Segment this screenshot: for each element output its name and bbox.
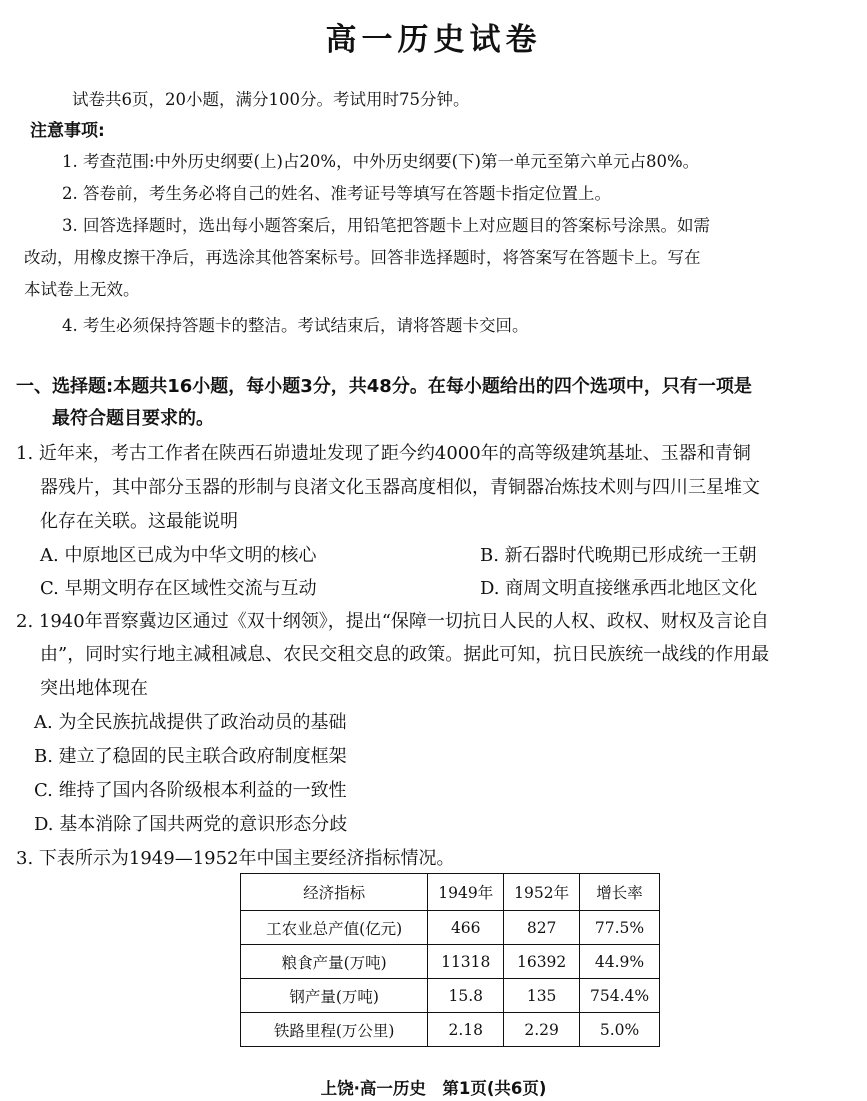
table-cell: 工农业总产值(亿元) — [241, 911, 428, 945]
section-heading-line-1: 一、选择题:本题共16小题，每小题3分，共48分。在每小题给出的四个选项中，只有一项是 — [16, 376, 752, 397]
question-2-option-d: D. 基本消除了国共两党的意识形态分歧 — [34, 814, 348, 835]
table-cell: 2.18 — [428, 1013, 504, 1047]
question-2-option-a: A. 为全民族抗战提供了政治动员的基础 — [34, 712, 347, 733]
question-3-stem: 3. 下表所示为1949—1952年中国主要经济指标情况。 — [16, 848, 455, 869]
table-row — [241, 911, 660, 945]
table-cell: 粮食产量(万吨) — [241, 945, 428, 979]
table-cell: 754.4% — [580, 979, 660, 1013]
notice-item-3-line-1: 3. 回答选择题时，选出每小题答案后，用铅笔把答题卡上对应题目的答案标号涂黑。如需 — [62, 216, 710, 235]
notice-item-3-line-2: 改动，用橡皮擦干净后，再选涂其他答案标号。回答非选择题时，将答案写在答题卡上。写在 — [24, 248, 701, 267]
exam-intro: 试卷共6页，20小题，满分100分。考试用时75分钟。 — [72, 90, 470, 109]
question-1-stem-line-2: 器残片，其中部分玉器的形制与良渚文化玉器高度相似，青铜器冶炼技术则与四川三星堆文 — [40, 477, 760, 498]
question-2-option-c: C. 维持了国内各阶级根本利益的一致性 — [34, 780, 347, 801]
table-cell: 5.0% — [580, 1013, 660, 1047]
question-1-option-d: D. 商周文明直接继承西北地区文化 — [480, 578, 758, 599]
notice-item-4: 4. 考生必须保持答题卡的整洁。考试结束后，请将答题卡交回。 — [62, 316, 529, 335]
table-cell: 16392 — [504, 945, 580, 979]
table-cell: 15.8 — [428, 979, 504, 1013]
section-heading-line-2: 最符合题目要求的。 — [52, 408, 214, 429]
table-header-cell: 增长率 — [580, 874, 660, 911]
notice-item-2: 2. 答卷前，考生务必将自己的姓名、准考证号等填写在答题卡指定位置上。 — [62, 184, 611, 203]
notice-item-3-line-3: 本试卷上无效。 — [24, 280, 140, 299]
table-header-cell: 1949年 — [428, 874, 504, 911]
table-cell: 77.5% — [580, 911, 660, 945]
notice-item-1: 1. 考查范围:中外历史纲要(上)占20%，中外历史纲要(下)第一单元至第六单元占80%。 — [62, 152, 700, 171]
table-header-row — [241, 874, 660, 911]
table-cell: 44.9% — [580, 945, 660, 979]
question-1-stem-line-1: 1. 近年来，考古工作者在陕西石峁遗址发现了距今约4000年的高等级建筑基址、玉器和青铜 — [16, 443, 751, 464]
table-cell: 钢产量(万吨) — [241, 979, 428, 1013]
question-1-option-a: A. 中原地区已成为中华文明的核心 — [40, 545, 317, 566]
table-row — [241, 1013, 660, 1047]
exam-title: 高一历史试卷 — [325, 22, 542, 58]
page-footer: 上饶·高一历史 第1页(共6页) — [320, 1079, 547, 1098]
question-2-stem-line-3: 突出地体现在 — [40, 678, 148, 699]
question-2-stem-line-2: 由”，同时实行地主减租减息、农民交租交息的政策。据此可知，抗日民族统一战线的作用最 — [40, 644, 770, 665]
question-2-option-b: B. 建立了稳固的民主联合政府制度框架 — [34, 746, 347, 767]
table-header-cell: 1952年 — [504, 874, 580, 911]
table-cell: 2.29 — [504, 1013, 580, 1047]
table-header-cell: 经济指标 — [241, 874, 428, 911]
question-1-option-b: B. 新石器时代晚期已形成统一王朝 — [480, 545, 757, 566]
notice-heading: 注意事项: — [30, 121, 105, 141]
table-cell: 466 — [428, 911, 504, 945]
economic-indicators-table — [240, 873, 660, 1047]
table-cell: 11318 — [428, 945, 504, 979]
table-row — [241, 945, 660, 979]
question-2-stem-line-1: 2. 1940年晋察冀边区通过《双十纲领》，提出“保障一切抗日人民的人权、政权、财权及言论自 — [16, 611, 769, 632]
table-cell: 135 — [504, 979, 580, 1013]
table-cell: 铁路里程(万公里) — [241, 1013, 428, 1047]
question-1-stem-line-3: 化存在关联。这最能说明 — [40, 511, 238, 532]
table-row — [241, 979, 660, 1013]
question-1-option-c: C. 早期文明存在区域性交流与互动 — [40, 578, 317, 599]
table-cell: 827 — [504, 911, 580, 945]
